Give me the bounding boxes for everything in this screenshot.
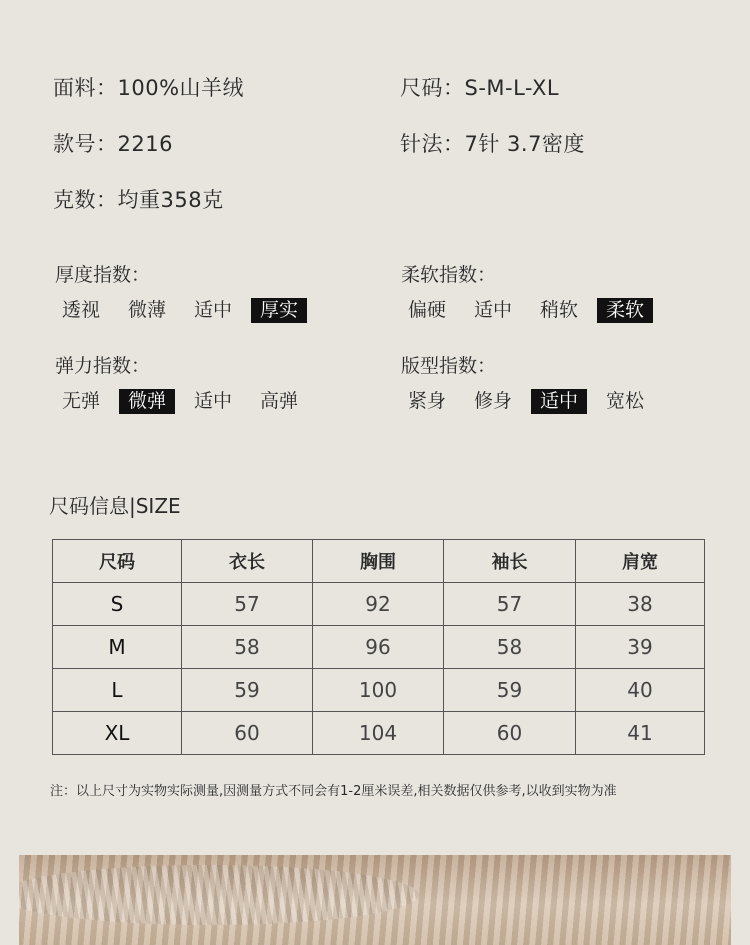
cell-sleeve: 59 bbox=[444, 669, 576, 712]
fit-option: 宽松 bbox=[605, 390, 644, 412]
elasticity-option: 高弹 bbox=[259, 390, 298, 412]
cell-shoulder: 40 bbox=[576, 669, 705, 712]
elasticity-option-selected: 微弹 bbox=[119, 389, 175, 414]
thickness-index-title: 厚度指数： bbox=[55, 264, 151, 286]
fit-option: 修身 bbox=[473, 390, 512, 412]
softness-option: 偏硬 bbox=[407, 299, 446, 321]
cell-chest: 100 bbox=[313, 669, 444, 712]
thickness-option: 透视 bbox=[61, 299, 100, 321]
weight-spec: 克数：均重358克 bbox=[53, 188, 224, 212]
elasticity-option: 无弹 bbox=[61, 390, 100, 412]
header-length: 衣长 bbox=[182, 540, 313, 583]
thickness-option: 微薄 bbox=[127, 299, 166, 321]
fit-options bbox=[394, 389, 658, 414]
cell-sleeve: 58 bbox=[444, 626, 576, 669]
softness-options bbox=[394, 298, 658, 323]
header-size: 尺码 bbox=[53, 540, 182, 583]
size-info-title: 尺码信息|SIZE bbox=[49, 494, 181, 518]
cell-length: 60 bbox=[182, 712, 313, 755]
size-table bbox=[52, 539, 705, 755]
thickness-option: 适中 bbox=[193, 299, 232, 321]
fit-option: 紧身 bbox=[407, 390, 446, 412]
table-row bbox=[53, 712, 705, 755]
thickness-options bbox=[48, 298, 312, 323]
elasticity-index-title: 弹力指数： bbox=[55, 355, 151, 377]
cell-chest: 96 bbox=[313, 626, 444, 669]
cell-shoulder: 41 bbox=[576, 712, 705, 755]
cell-length: 59 bbox=[182, 669, 313, 712]
size-table-header-row bbox=[53, 540, 705, 583]
fit-index-title: 版型指数： bbox=[401, 355, 497, 377]
elasticity-option: 适中 bbox=[193, 390, 232, 412]
cell-length: 58 bbox=[182, 626, 313, 669]
cell-shoulder: 39 bbox=[576, 626, 705, 669]
cell-size: M bbox=[53, 626, 182, 669]
table-row bbox=[53, 583, 705, 626]
measurement-note: 注：以上尺寸为实物实际测量,因测量方式不同会有1-2厘米误差,相关数据仅供参考,以收到实物为准 bbox=[50, 784, 617, 799]
sweater-fold-shape bbox=[19, 865, 419, 925]
size-spec: 尺码：S-M-L-XL bbox=[400, 76, 560, 100]
cell-chest: 92 bbox=[313, 583, 444, 626]
sweater-knit-photo bbox=[19, 855, 731, 945]
cell-shoulder: 38 bbox=[576, 583, 705, 626]
softness-option: 适中 bbox=[473, 299, 512, 321]
fabric-spec: 面料：100%山羊绒 bbox=[53, 76, 245, 100]
cell-chest: 104 bbox=[313, 712, 444, 755]
header-chest: 胸围 bbox=[313, 540, 444, 583]
knit-spec: 针法：7针 3.7密度 bbox=[400, 132, 585, 156]
softness-index-title: 柔软指数： bbox=[401, 264, 497, 286]
header-shoulder: 肩宽 bbox=[576, 540, 705, 583]
thickness-option-selected: 厚实 bbox=[251, 298, 307, 323]
cell-sleeve: 57 bbox=[444, 583, 576, 626]
softness-option-selected: 柔软 bbox=[597, 298, 653, 323]
header-sleeve: 袖长 bbox=[444, 540, 576, 583]
elasticity-options bbox=[48, 389, 312, 414]
cell-sleeve: 60 bbox=[444, 712, 576, 755]
table-row bbox=[53, 626, 705, 669]
cell-length: 57 bbox=[182, 583, 313, 626]
cell-size: L bbox=[53, 669, 182, 712]
cell-size: XL bbox=[53, 712, 182, 755]
style-number-spec: 款号：2216 bbox=[53, 132, 173, 156]
cell-size: S bbox=[53, 583, 182, 626]
fit-option-selected: 适中 bbox=[531, 389, 587, 414]
table-row bbox=[53, 669, 705, 712]
softness-option: 稍软 bbox=[539, 299, 578, 321]
